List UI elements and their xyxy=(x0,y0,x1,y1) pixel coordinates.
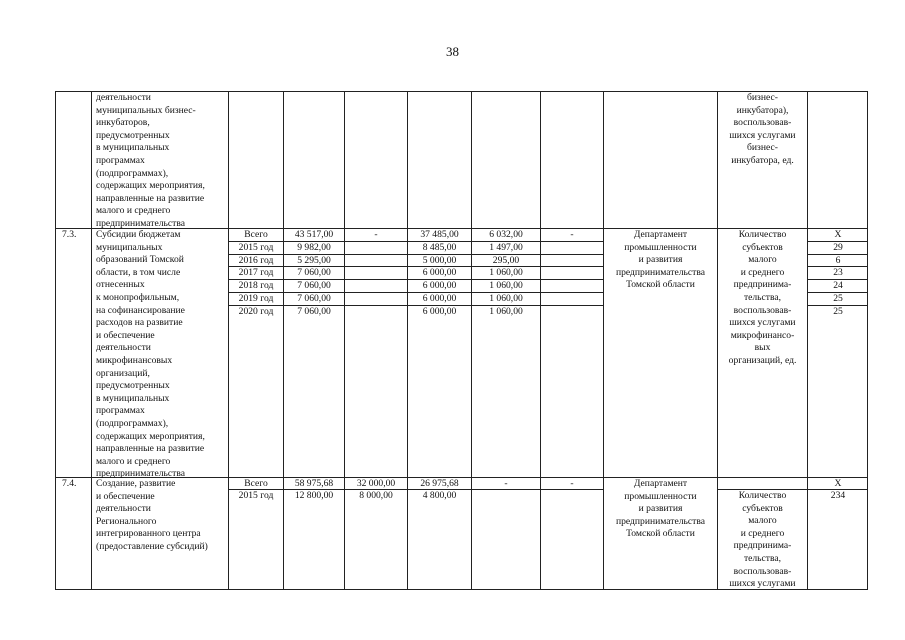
row-top-description: деятельности муниципальных бизнес- инкубаторов, предусмотренных в муниципальных программах (подпрограммах), содержащих мероприятия, направленные на развитие малого и среднего предпринимательства xyxy=(96,92,205,229)
regional-cell: 8 485,00 xyxy=(422,242,457,253)
row-7-4-executor: Департамент промышленности и развития предпринимательства Томской области xyxy=(615,478,706,540)
regional-cell: 6 000,00 xyxy=(422,267,457,278)
regional-cell: 6 000,00 xyxy=(422,293,457,304)
indicator-value: 25 xyxy=(833,293,843,304)
total-cell: 7 060,00 xyxy=(297,267,331,278)
row-top-indicator: бизнес- инкубатора), воспользовав- шихся услугами бизнес- инкубатора, ед. xyxy=(729,92,796,166)
total-cell: 7 060,00 xyxy=(297,293,331,304)
indicator-value: 24 xyxy=(833,280,843,291)
year-cell: 2019 год xyxy=(238,293,274,304)
local-cell: - xyxy=(504,478,508,489)
year-cell: 2017 год xyxy=(238,267,274,278)
indicator-value: 25 xyxy=(833,306,843,317)
regional-cell: 6 000,00 xyxy=(422,280,457,291)
total-cell: 9 982,00 xyxy=(297,242,331,253)
total-cell: 12 800,00 xyxy=(294,490,334,501)
indicator-value: X xyxy=(834,229,842,240)
row-7-4-number: 7.4. xyxy=(62,478,77,489)
other-cell: - xyxy=(570,229,574,240)
total-cell: 5 295,00 xyxy=(297,255,331,266)
local-cell: 1 060,00 xyxy=(489,267,523,278)
local-cell: 295,00 xyxy=(492,255,520,266)
local-cell: 1 060,00 xyxy=(489,280,523,291)
federal-cell: 32 000,00 xyxy=(356,478,396,489)
year-cell: 2015 год xyxy=(238,490,274,501)
row-7-3-indicator: Количество субъектов малого и среднего предпринима- тельства, воспользовав- шихся услугами микрофинансо- вых организаций, ед. xyxy=(728,229,797,366)
other-cell: - xyxy=(570,478,574,489)
local-cell: 6 032,00 xyxy=(489,229,523,240)
indicator-value: 29 xyxy=(833,242,843,253)
year-cell: 2015 год xyxy=(238,242,274,253)
page-number: 38 xyxy=(446,44,459,59)
row-7-3-number: 7.3. xyxy=(62,229,77,240)
regional-cell: 6 000,00 xyxy=(422,306,457,317)
year-cell: 2018 год xyxy=(238,280,274,291)
indicator-value: 6 xyxy=(835,255,841,266)
year-cell: 2020 год xyxy=(238,306,274,317)
row-7-4-indicator: Количество субъектов малого и среднего предпринима- тельства, воспользовав- шихся услугами xyxy=(729,490,796,590)
local-cell: 1 497,00 xyxy=(489,242,523,253)
row-7-3-executor: Департамент промышленности и развития предпринимательства Томской области xyxy=(615,229,706,291)
total-cell: 7 060,00 xyxy=(297,306,331,317)
indicator-value: 234 xyxy=(830,490,846,501)
regional-cell: 5 000,00 xyxy=(422,255,457,266)
total-cell: 43 517,00 xyxy=(294,229,334,240)
total-cell: 7 060,00 xyxy=(297,280,331,291)
year-cell: Всего xyxy=(244,229,268,240)
indicator-value: 23 xyxy=(833,267,843,278)
local-cell: 1 060,00 xyxy=(489,306,523,317)
row-7-3-description: Субсидии бюджетам муниципальных образований Томской области, в том числе отнесенных к монопрофильным, на софинансирование расходов на развитие и обеспечение деятельности микрофинансовых организаций, предусмотренных в муниципальных программах (подпрограммах), содержащих мероприятия, направленные на развитие малого и среднего предпринимательства xyxy=(96,229,205,480)
total-cell: 58 975,68 xyxy=(294,478,334,489)
local-cell: 1 060,00 xyxy=(489,293,523,304)
federal-cell: - xyxy=(374,229,378,240)
regional-cell: 37 485,00 xyxy=(420,229,459,240)
regional-cell: 4 800,00 xyxy=(422,490,457,501)
indicator-value: X xyxy=(834,478,842,489)
year-cell: Всего xyxy=(244,478,268,489)
federal-cell: 8 000,00 xyxy=(359,490,393,501)
row-7-4-description: Создание, развитие и обеспечение деятельности Регионального интегрированного центра (предоставление субсидий) xyxy=(96,478,208,552)
regional-cell: 26 975,68 xyxy=(420,478,459,489)
year-cell: 2016 год xyxy=(238,255,274,266)
